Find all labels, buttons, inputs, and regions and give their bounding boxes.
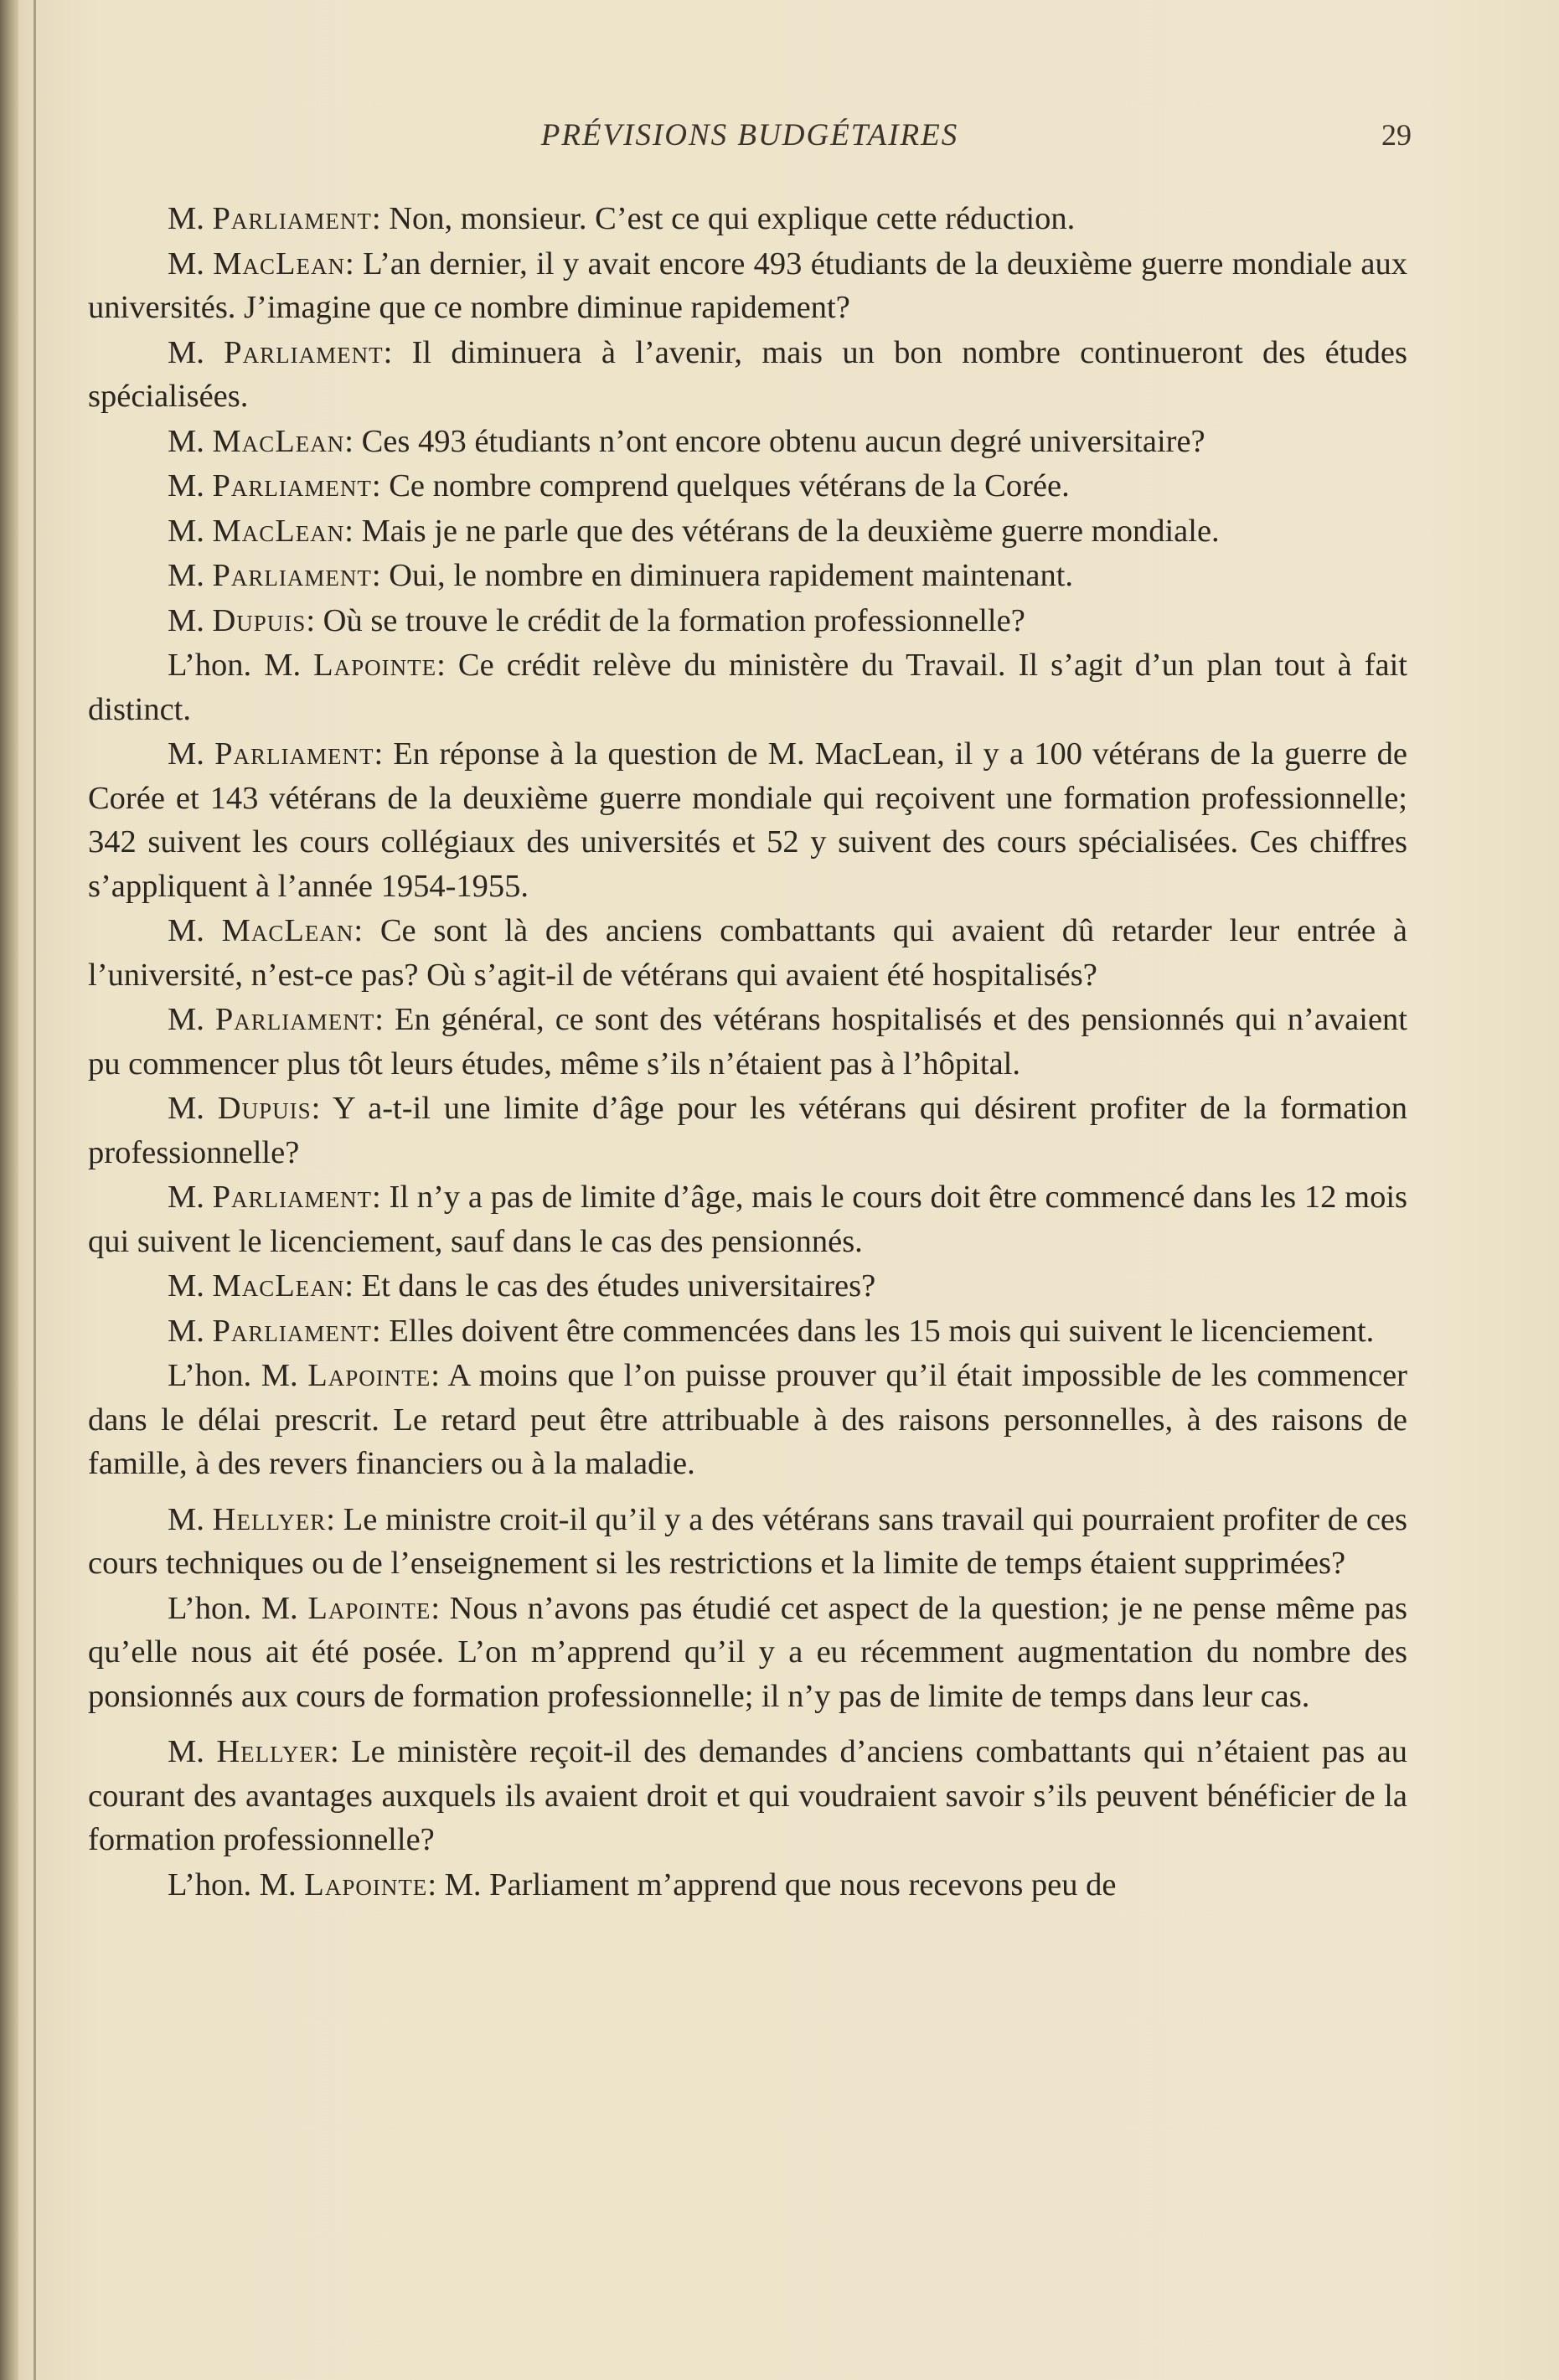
paragraph [88,1730,1407,1862]
paragraph [88,242,1407,330]
speaker-separator: : [344,1268,354,1304]
speaker-separator: : [427,1866,437,1902]
paragraph-text: M. Parliament m’apprend que nous recevons peu de [444,1866,1117,1902]
paragraph-text: Non, monsieur. C’est ce qui explique cette réduction. [389,201,1076,236]
paragraph-text: En réponse à la question de M. MacLean, il y a 100 vétérans de la guerre de Corée et 143 vétérans de la deuxième guerre mondiale qui reçoivent une formation professionnelle; 342 suivent les cours collégiaux des universités et 52 y suivent des cours spécialisées. Ces chiffres s’appliquent à l’année 1954-1955. [88,736,1408,904]
page-number: 29 [1381,118,1412,152]
speaker-prefix: L’hon. M. [168,1590,298,1626]
paragraph-text: Le ministre croit-il qu’il y a des vétérans sans travail qui pourraient profiter de ces cours techniques ou de l’enseignement si les restrictions et la limite de temps étaient supprimées? [88,1501,1407,1581]
paragraph-text: L’an dernier, il y avait encore 493 étudiants de la deuxième guerre mondiale aux universités. J’imagine que ce nombre diminue rapidement? [88,245,1408,325]
paragraph [88,909,1407,997]
paragraph [88,643,1407,731]
speaker-separator: : [311,1091,321,1126]
speaker-prefix: M. [168,513,204,549]
paragraph-text: Oui, le nombre en diminuera rapidement maintenant. [389,558,1074,593]
speaker-name: Hellyer [212,1501,327,1537]
speaker-separator: : [306,602,316,638]
paragraph [88,998,1407,1086]
speaker-separator: : [371,558,381,593]
paragraph [88,420,1407,464]
paragraph [88,509,1407,554]
speaker-separator: : [371,468,381,503]
paragraph [88,331,1407,419]
speaker-name: Parliament [212,558,372,593]
speaker-name: Parliament [212,1313,372,1349]
speaker-prefix: L’hon. M. [168,1358,298,1393]
paragraph-text: Il n’y a pas de limite d’âge, mais le cours doit être commencé dans les 12 mois qui suivent le licenciement, sauf dans le cas des pensionnés. [88,1180,1408,1259]
paragraph [88,554,1407,598]
speaker-prefix: M. [168,558,204,593]
speaker-prefix: L’hon. M. [168,1866,297,1902]
speaker-prefix: M. [168,1002,204,1037]
running-title: PRÉVISIONS BUDGÉTAIRES [540,118,959,152]
speaker-prefix: L’hon. M. [168,648,302,683]
speaker-prefix: M. [168,1091,204,1126]
speaker-name: Parliament [224,334,384,370]
speaker-prefix: M. [168,1268,204,1304]
paragraph-text: Où se trouve le crédit de la formation professionnelle? [323,602,1025,638]
paragraph-text: Ce nombre comprend quelques vétérans de la Corée. [389,468,1070,503]
speaker-prefix: M. [168,913,204,948]
paragraph-text: Ces 493 étudiants n’ont encore obtenu aucun degré universitaire? [361,423,1205,459]
speaker-name: MacLean [212,513,345,549]
paragraph-text: Y a-t-il une limite d’âge pour les vétérans qui désirent profiter de la formation professionnelle? [88,1091,1407,1170]
speaker-separator: : [371,1313,381,1349]
speaker-prefix: M. [168,245,204,281]
speaker-separator: : [329,1734,339,1769]
speaker-separator: : [374,736,384,772]
speaker-name: Lapointe [307,1590,431,1626]
speaker-name: Parliament [212,1180,373,1215]
speaker-separator: : [345,245,354,281]
speaker-prefix: M. [168,1734,204,1769]
speaker-name: Dupuis [217,1091,312,1126]
paragraph-text: Mais je ne parle que des vétérans de la deuxième guerre mondiale. [361,513,1220,549]
book-binding [0,0,18,2380]
speaker-name: MacLean [221,913,354,948]
speaker-name: Hellyer [216,1734,330,1769]
speaker-prefix: M. [168,1313,204,1349]
gutter-line [34,0,36,2380]
paragraph [88,732,1407,908]
paragraph [88,1354,1407,1486]
paragraph [88,464,1407,509]
paragraph [88,1498,1407,1586]
speaker-separator: : [344,423,354,459]
speaker-separator: : [383,334,393,370]
speaker-name: Lapointe [304,1866,428,1902]
speaker-prefix: M. [168,468,204,503]
speaker-separator: : [431,1358,440,1393]
speaker-name: Lapointe [313,648,437,683]
paragraph-text: Nous n’avons pas étudié cet aspect de la question; je ne pense même pas qu’elle nous ait été posée. L’on m’apprend qu’il y a eu récemment augmentation du nombre des ponsionnés aux cours de formation professionnelle; il n’y pas de limite de temps dans leur cas. [88,1590,1408,1714]
speaker-separator: : [431,1590,441,1626]
paragraph-text: Ce sont là des anciens combattants qui avaient dû retarder leur entrée à l’université, n’est-ce pas? Où s’agit-il de vétérans qui avaient été hospitalisés? [88,913,1407,993]
speaker-separator: : [344,513,354,549]
speaker-separator: : [372,1180,381,1215]
speaker-name: Lapointe [307,1358,431,1393]
speaker-name: Parliament [214,736,374,772]
body-text [88,197,1407,1908]
speaker-prefix: M. [168,334,204,370]
speaker-prefix: M. [168,1501,204,1537]
speaker-separator: : [354,913,364,948]
speaker-prefix: M. [168,736,204,772]
speaker-separator: : [371,201,381,236]
speaker-name: Parliament [214,1002,375,1037]
speaker-separator: : [326,1501,335,1537]
running-header [88,117,1412,168]
paragraph-text: Et dans le cas des études universitaires? [361,1268,876,1304]
speaker-prefix: M. [168,1180,204,1215]
paragraph [88,599,1407,643]
speaker-name: Parliament [212,201,372,236]
paragraph [88,197,1407,241]
paragraph [88,1587,1407,1719]
speaker-prefix: M. [168,423,204,459]
speaker-name: Parliament [212,468,372,503]
paragraph-text: A moins que l’on puisse prouver qu’il était impossible de les commencer dans le délai prescrit. Le retard peut être attribuable à des raisons personnelles, à des raisons de famille, à des revers financiers ou à la maladie. [88,1358,1407,1481]
speaker-name: MacLean [212,1268,345,1304]
paragraph-text: Il diminuera à l’avenir, mais un bon nombre continueront des études spécialisées. [88,334,1407,414]
paragraph [88,1264,1407,1309]
speaker-prefix: M. [168,201,204,236]
paragraph-text: Elles doivent être commencées dans les 15 mois qui suivent le licenciement. [389,1313,1375,1349]
paragraph-text: En général, ce sont des vétérans hospitalisés et des pensionnés qui n’avaient pu commencer plus tôt leurs études, même s’ils n’étaient pas à l’hôpital. [88,1002,1407,1082]
paragraph-text: Le ministère reçoit-il des demandes d’anciens combattants qui n’étaient pas au courant des avantages auxquels ils avaient droit et qui voudraient savoir s’ils peuvent bénéficier de la formation professionnelle? [88,1734,1407,1857]
speaker-prefix: M. [168,602,204,638]
paragraph [88,1309,1407,1354]
speaker-separator: : [436,648,446,683]
paragraph [88,1175,1407,1263]
speaker-name: MacLean [213,245,345,281]
paragraph [88,1087,1407,1175]
speaker-name: Dupuis [212,602,307,638]
paragraph [88,1863,1407,1908]
speaker-name: MacLean [212,423,345,459]
speaker-separator: : [374,1002,384,1037]
paragraph-text: Ce crédit relève du ministère du Travail. Il s’agit d’un plan tout à fait distinct. [88,648,1408,727]
